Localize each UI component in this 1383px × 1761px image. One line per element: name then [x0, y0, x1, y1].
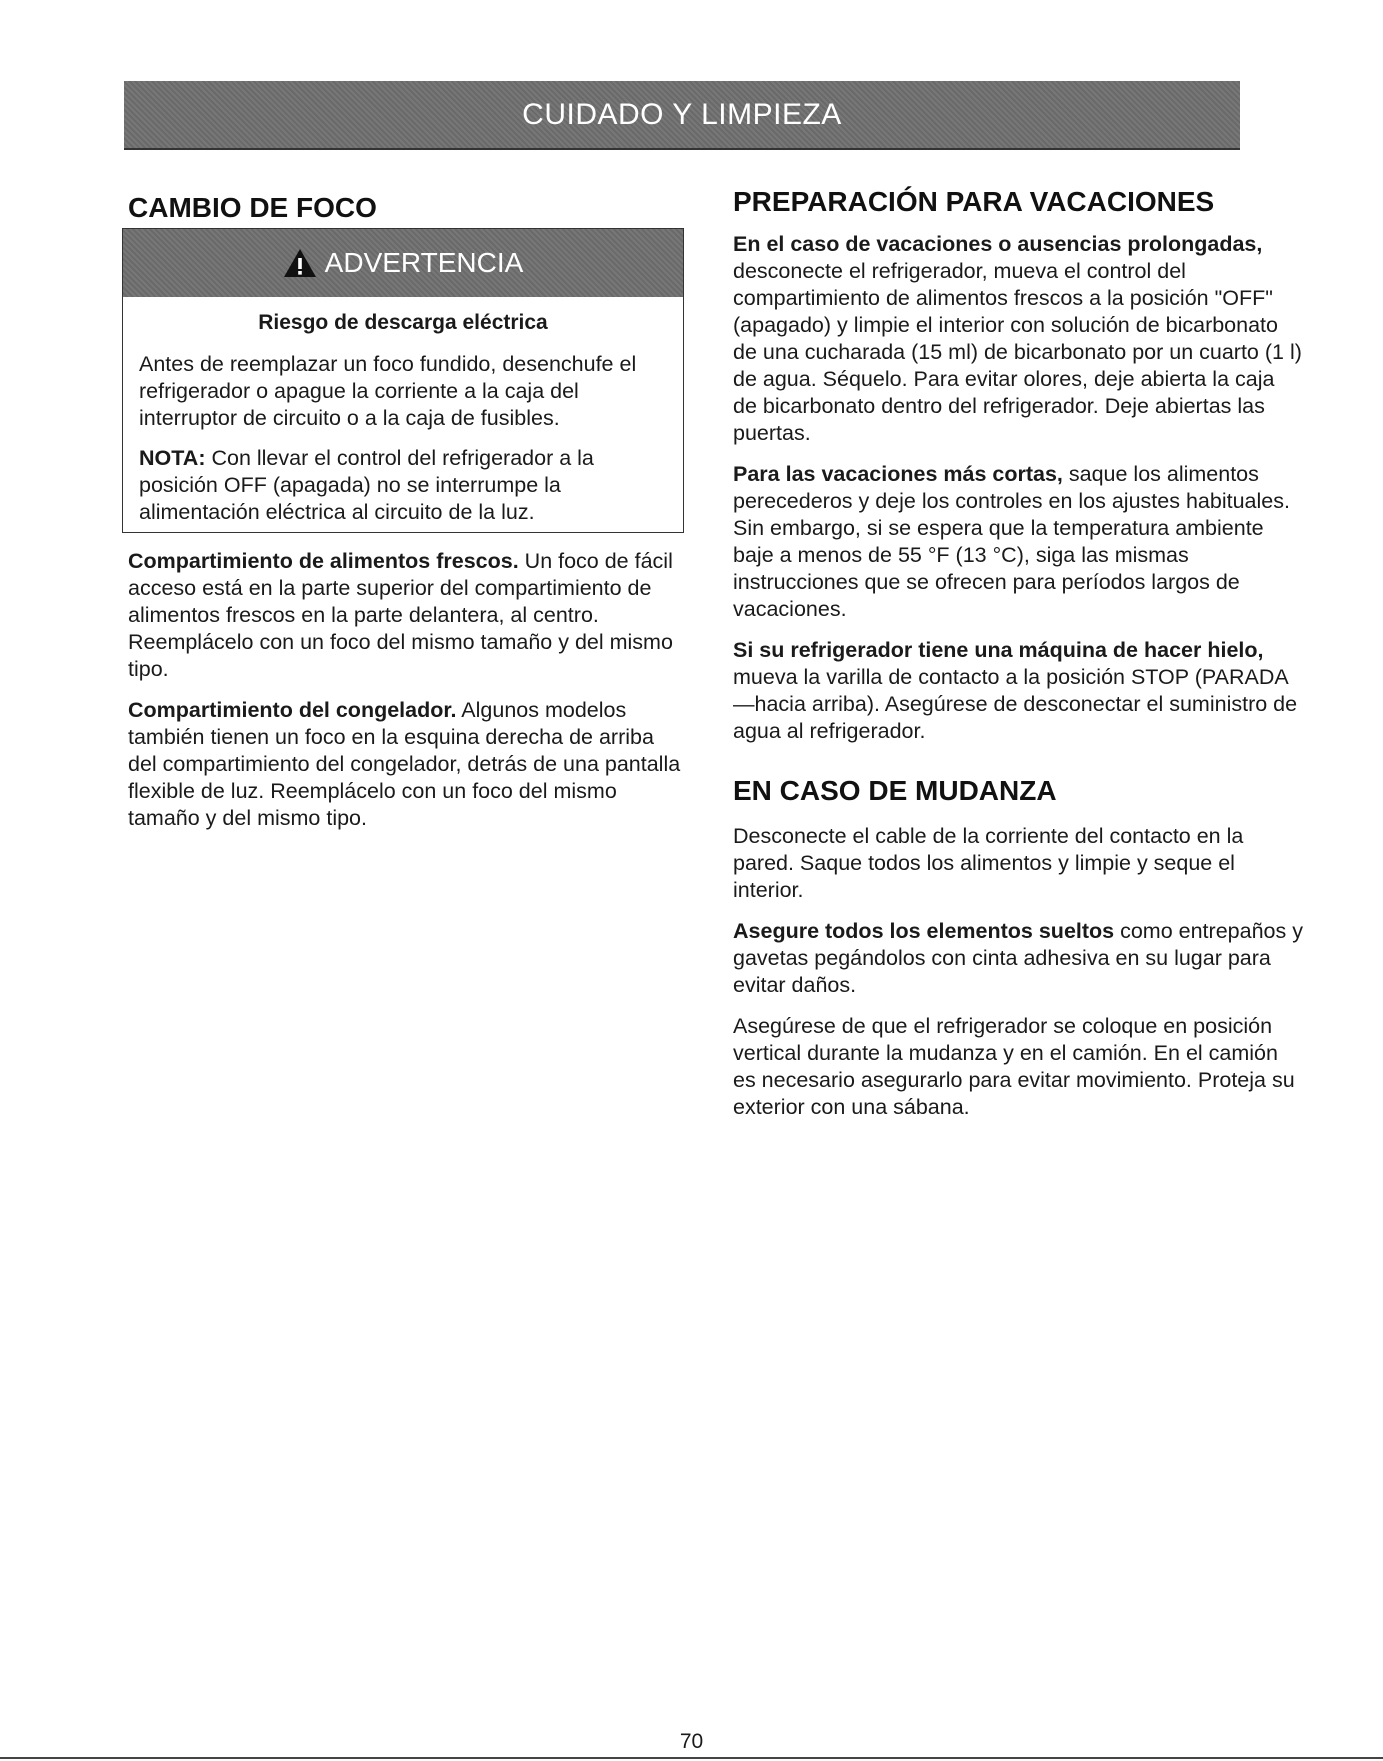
- paragraph-lead: Asegure todos los elementos sueltos: [733, 919, 1115, 943]
- paragraph-text: Un foco de fácil acceso está en la parte superior del compartimiento de alimentos frescos en la parte delantera, al centro. Reemplácelo con un foco del mismo tamaño y del mismo tipo.: [128, 549, 673, 681]
- paragraph-fresh-food: [128, 548, 688, 683]
- paragraph-text: saque los alimentos perecederos y deje los controles en los ajustes habituales. Sin embargo, si se espera que la temperatura ambiente baje a menos de 55 °F (13 °C), siga las mismas instrucciones que se ofrecen para períodos largos de vacaciones.: [733, 462, 1290, 621]
- paragraph-long-vacation: [733, 231, 1303, 447]
- paragraph-lead: En el caso de vacaciones o ausencias prolongadas,: [733, 232, 1263, 256]
- warning-header: [123, 229, 683, 297]
- warning-text: Antes de reemplazar un foco fundido, desenchufe el refrigerador o apague la corriente a la caja del interruptor de circuito o a la caja de fusibles.: [139, 352, 637, 430]
- banner-title: CUIDADO Y LIMPIEZA: [522, 97, 842, 131]
- paragraph-freezer: [128, 697, 688, 832]
- paragraph-text: Algunos modelos también tienen un foco en la esquina derecha de arriba del compartimiento del congelador, detrás de una pantalla flexible de luz. Reemplácelo con un foco del mismo tamaño y del mismo tipo.: [128, 698, 681, 830]
- paragraph-moving-upright: Asegúrese de que el refrigerador se coloque en posición vertical durante la mudanza y en el camión. En el camión es necesario asegurarlo para evitar movimiento. Proteja su exterior con una sábana.: [733, 1014, 1295, 1119]
- warning-title: ADVERTENCIA: [324, 247, 524, 278]
- paragraph-moving-unplug: Desconecte el cable de la corriente del contacto en la pared. Saque todos los alimentos y limpie y seque el interior.: [733, 824, 1244, 902]
- bottom-rule: [0, 1757, 1383, 1759]
- paragraph-moving-secure: [733, 918, 1303, 999]
- paragraph-lead: Para las vacaciones más cortas,: [733, 462, 1063, 486]
- heading-bulb-change: CAMBIO DE FOCO: [128, 192, 377, 223]
- paragraph-text: desconecte el refrigerador, mueva el control del compartimiento de alimentos frescos a la posición "OFF" (apagado) y limpie el interior con solución de bicarbonato de una cucharada (15 ml) de bicarbonato por un cuarto (1 l) de agua. Séquelo. Para evitar olores, deje abierta la caja de bicarbonato dentro del refrigerador. Deje abiertas las puertas.: [733, 259, 1302, 445]
- paragraph-text: mueva la varilla de contacto a la posición STOP (PARADA—hacia arriba). Asegúrese de desconectar el suministro de agua al refrigerador.: [733, 665, 1298, 743]
- warning-note: [139, 445, 667, 526]
- paragraph-text: como entrepaños y gavetas pegándolos con cinta adhesiva en su lugar para evitar daños.: [733, 919, 1303, 997]
- right-column: [733, 186, 1303, 1121]
- warning-box: [122, 228, 684, 533]
- section-banner: [124, 81, 1240, 150]
- note-text: Con llevar el control del refrigerador a la posición OFF (apagada) no se interrumpe la alimentación eléctrica al circuito de la luz.: [139, 446, 594, 524]
- warning-subtitle: Riesgo de descarga eléctrica: [258, 311, 548, 334]
- paragraph-lead: Compartimiento de alimentos frescos.: [128, 549, 519, 573]
- paragraph-lead: Compartimiento del congelador.: [128, 698, 457, 722]
- warning-icon: [283, 248, 317, 278]
- paragraph-ice-maker: [733, 637, 1303, 745]
- page-number: 70: [679, 1730, 704, 1753]
- left-paragraphs: [128, 548, 688, 832]
- heading-vacation: PREPARACIÓN PARA VACACIONES: [733, 186, 1215, 217]
- warning-body: [123, 351, 683, 526]
- heading-moving: EN CASO DE MUDANZA: [733, 775, 1057, 806]
- paragraph-lead: Si su refrigerador tiene una máquina de hacer hielo,: [733, 638, 1264, 662]
- paragraph-short-vacation: [733, 461, 1303, 623]
- note-label: NOTA:: [139, 446, 206, 470]
